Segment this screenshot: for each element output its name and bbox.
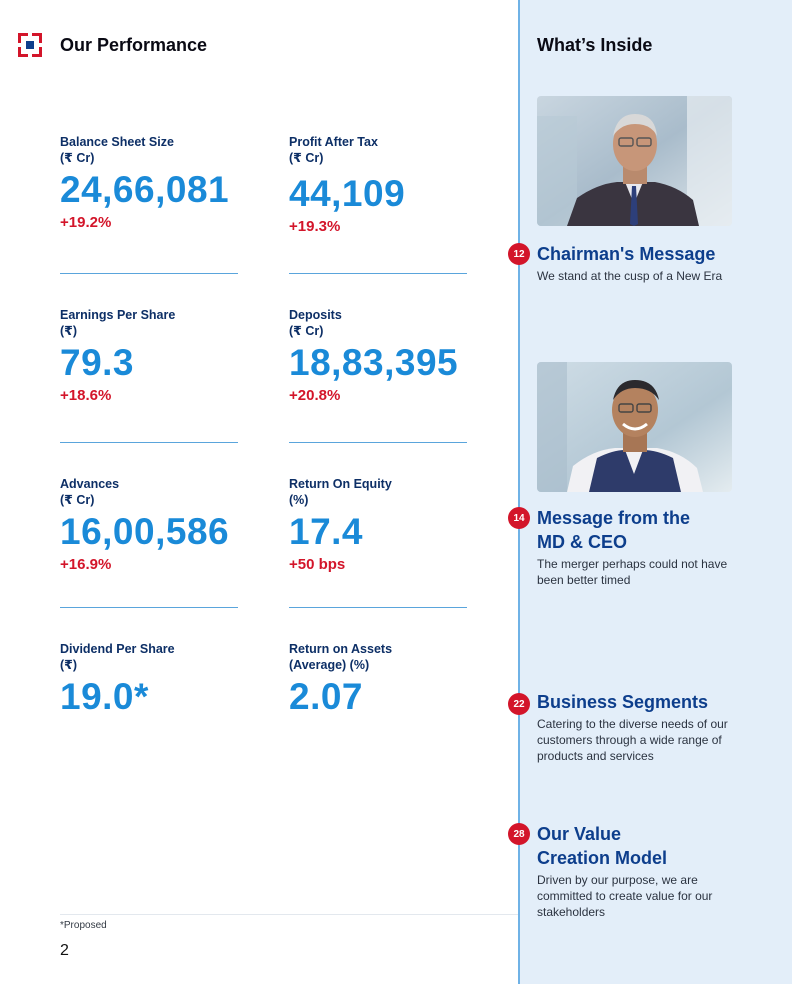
metric-value: 17.4 <box>289 511 364 552</box>
metric-label: Deposits <box>289 308 342 322</box>
divider <box>60 273 238 274</box>
metric-unit: (₹ Cr) <box>60 151 95 165</box>
divider <box>289 273 467 274</box>
metric-label: Dividend Per Share <box>60 642 175 656</box>
metric-deposits <box>289 307 479 404</box>
section-desc: Catering to the diverse needs of our customers through a wide range of products and services <box>537 717 728 763</box>
page-title: Our Performance <box>60 35 208 55</box>
metric-change: +19.3% <box>289 218 341 235</box>
footnote-divider <box>60 914 518 915</box>
metric-unit: (%) <box>289 493 309 507</box>
section-desc: Driven by our purpose, we are committed to create value for our stakeholders <box>537 873 713 919</box>
metric-unit: (₹) <box>60 658 78 672</box>
metric-value: 24,66,081 <box>60 169 230 210</box>
section-title-line: MD & CEO <box>537 532 627 552</box>
metric-unit: (₹ Cr) <box>60 493 95 507</box>
metric-profit-after-tax <box>289 134 479 235</box>
metric-change: +19.2% <box>60 214 112 231</box>
metric-value: 19.0* <box>60 676 149 717</box>
metric-return-on-assets <box>289 641 479 719</box>
metric-label: Advances <box>60 477 120 491</box>
bank-logo-icon <box>18 33 42 57</box>
metric-unit: (₹) <box>60 324 78 338</box>
divider <box>60 607 238 608</box>
page-number: 2 <box>60 942 69 959</box>
section-title-chairmans-message[interactable]: Chairman's Message <box>537 244 716 264</box>
metric-change: +16.9% <box>60 556 112 573</box>
metric-label: Profit After Tax <box>289 135 378 149</box>
metric-change: +18.6% <box>60 387 112 404</box>
section-title-line: Our Value <box>537 824 622 844</box>
metric-label: Balance Sheet Size <box>60 135 174 149</box>
metric-return-on-equity <box>289 476 479 573</box>
metric-change: +50 bps <box>289 556 346 573</box>
section-desc: We stand at the cusp of a New Era <box>537 269 723 283</box>
md-ceo-photo <box>537 362 732 492</box>
metric-unit: (₹ Cr) <box>289 324 324 338</box>
divider <box>289 442 467 443</box>
page-badge: 28 <box>508 823 530 845</box>
section-desc: The merger perhaps could not have been better timed <box>537 557 728 587</box>
metric-value: 16,00,586 <box>60 511 230 552</box>
metric-label: Earnings Per Share <box>60 308 176 322</box>
page-badge: 22 <box>508 693 530 715</box>
metric-earnings-per-share <box>60 307 250 404</box>
section-title-business-segments[interactable]: Business Segments <box>537 692 709 712</box>
metric-dividend-per-share <box>60 641 250 719</box>
metric-advances <box>60 476 250 573</box>
page-badge: 12 <box>508 243 530 265</box>
metric-change: +20.8% <box>289 387 341 404</box>
chairman-photo <box>537 96 732 226</box>
section-title-line: Creation Model <box>537 848 668 868</box>
metric-unit: (Average) (%) <box>289 658 370 672</box>
page-badge: 14 <box>508 507 530 529</box>
section-title-value-creation-model[interactable] <box>537 822 777 870</box>
metric-label: Return on Assets <box>289 642 393 656</box>
metric-value: 18,83,395 <box>289 342 459 383</box>
metric-value: 79.3 <box>60 342 135 383</box>
whats-inside-title: What’s Inside <box>537 35 653 55</box>
metric-unit: (₹ Cr) <box>289 151 324 165</box>
divider <box>60 442 238 443</box>
metric-value: 2.07 <box>289 676 364 717</box>
metric-label: Return On Equity <box>289 477 392 491</box>
metric-value: 44,109 <box>289 173 406 214</box>
section-title-md-ceo-message[interactable] <box>537 506 777 554</box>
divider <box>289 607 467 608</box>
metric-balance-sheet-size <box>60 134 250 231</box>
section-title-line: Message from the <box>537 508 691 528</box>
footnote: *Proposed <box>60 920 107 931</box>
